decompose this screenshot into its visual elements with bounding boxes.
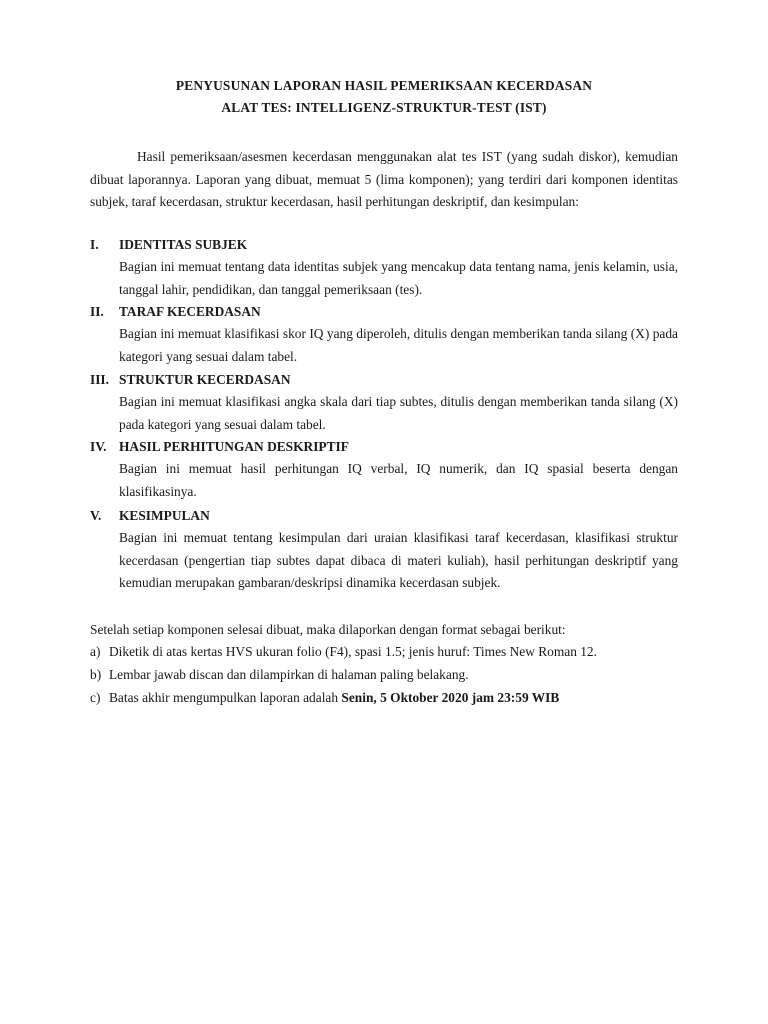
deadline-text: Senin, 5 Oktober 2020 jam 23:59 WIB (341, 690, 560, 705)
section-body: Bagian ini memuat klasifikasi angka skala dari tiap subtes, ditulis dengan memberikan tanda silang (X) pada kategori yang sesuai dalam tabel. (119, 394, 678, 432)
list-text: Diketik di atas kertas HVS ukuran folio (F4), spasi 1.5; jenis huruf: Times New Roman 12. (109, 644, 597, 659)
section-heading: IDENTITAS SUBJEK (119, 237, 248, 252)
list-item (90, 687, 678, 709)
list-marker: b) (90, 667, 102, 682)
section-number: III. (90, 372, 109, 387)
section-number: I. (90, 237, 99, 252)
section-body: Bagian ini memuat tentang data identitas subjek yang mencakup data tentang nama, jenis kelamin, usia, tanggal lahir, pendidikan, dan tanggal pemeriksaan (tes). (119, 259, 678, 297)
list-item (90, 664, 678, 686)
section-body: Bagian ini memuat hasil perhitungan IQ verbal, IQ numerik, dan IQ spasial beserta dengan klasifikasinya. (119, 461, 678, 499)
document-title: PENYUSUNAN LAPORAN HASIL PEMERIKSAAN KECERDASAN (175, 78, 593, 93)
list-marker: a) (90, 644, 101, 659)
section-identitas-subjek (90, 234, 678, 301)
document-subtitle: ALAT TES: INTELLIGENZ-STRUKTUR-TEST (IST) (221, 100, 547, 115)
section-number: II. (90, 304, 104, 319)
list-text: Lembar jawab discan dan dilampirkan di halaman paling belakang. (109, 667, 469, 682)
intro-text: Hasil pemeriksaan/asesmen kecerdasan menggunakan alat tes IST (yang sudah diskor), kemudian dibuat laporannya. Laporan yang dibuat, memuat 5 (lima komponen); yang terdiri dari komponen identitas subjek, taraf kecerdasan, struktur kecerdasan, hasil perhitungan deskriptif, dan kesimpulan: (90, 149, 678, 210)
closing-paragraph: Setelah setiap komponen selesai dibuat, maka dilaporkan dengan format sebagai berikut: (90, 622, 566, 637)
section-kesimpulan (90, 505, 678, 595)
list-item (90, 641, 678, 663)
section-taraf-kecerdasan (90, 301, 678, 368)
intro-paragraph (90, 146, 678, 214)
section-struktur-kecerdasan (90, 369, 678, 436)
section-number: V. (90, 508, 102, 523)
section-heading: STRUKTUR KECERDASAN (119, 372, 291, 387)
section-hasil-perhitungan-deskriptif (90, 436, 678, 503)
list-marker: c) (90, 690, 101, 705)
section-body: Bagian ini memuat tentang kesimpulan dari uraian klasifikasi taraf kecerdasan, klasifikasi struktur kecerdasan (pengertian tiap subtes dapat dibaca di materi kuliah), hasil perhitungan deskriptif yang kemudian merupakan gambaran/deskripsi dinamika kecerdasan subjek. (119, 530, 678, 591)
section-heading: KESIMPULAN (119, 508, 210, 523)
section-heading: HASIL PERHITUNGAN DESKRIPTIF (119, 439, 349, 454)
section-body: Bagian ini memuat klasifikasi skor IQ yang diperoleh, ditulis dengan memberikan tanda silang (X) pada kategori yang sesuai dalam tabel. (119, 326, 678, 364)
list-text: Batas akhir mengumpulkan laporan adalah (109, 690, 342, 705)
section-number: IV. (90, 439, 107, 454)
section-heading: TARAF KECERDASAN (119, 304, 261, 319)
